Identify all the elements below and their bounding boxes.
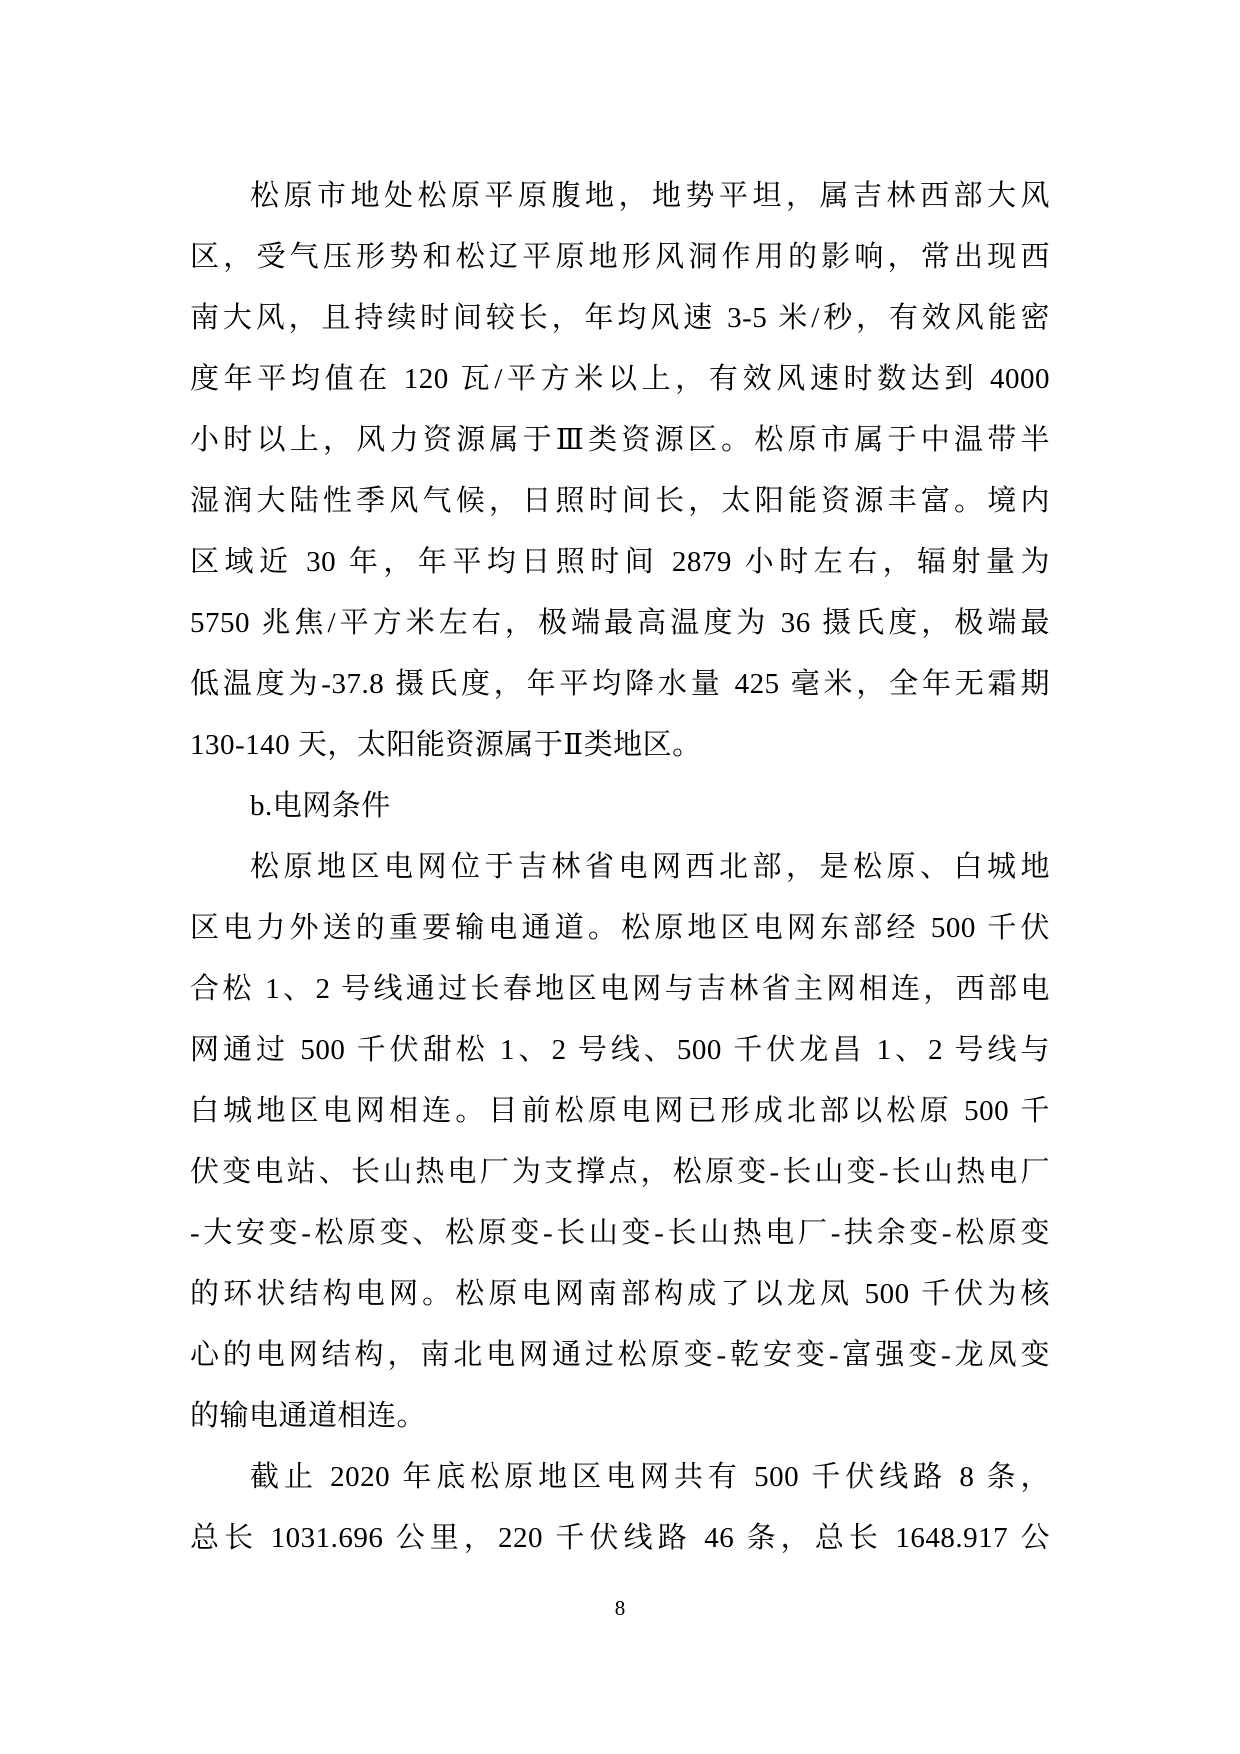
paragraph-3-line: 总长 1031.696 公里，220 千伏线路 46 条，总长 1648.917 公 xyxy=(190,1522,1050,1554)
paragraph-1-line: 松原市地处松原平原腹地，地势平坦，属吉林西部大风 xyxy=(250,180,1050,212)
paragraph-2-line: 白城地区电网相连。目前松原电网已形成北部以松原 500 千 xyxy=(190,1095,1050,1127)
paragraph-2-line: 合松 1、2 号线通过长春地区电网与吉林省主网相连，西部电 xyxy=(190,973,1050,1005)
paragraph-1-line: 度年平均值在 120 瓦/平方米以上，有效风速时数达到 4000 xyxy=(190,363,1050,395)
paragraph-1-line: 小时以上，风力资源属于Ⅲ类资源区。松原市属于中温带半 xyxy=(190,424,1050,456)
paragraph-2-line: 网通过 500 千伏甜松 1、2 号线、500 千伏龙昌 1、2 号线与 xyxy=(190,1034,1050,1066)
paragraph-2-line: -大安变-松原变、松原变-长山变-长山热电厂-扶余变-松原变 xyxy=(190,1217,1050,1249)
paragraph-1-line: 区，受气压形势和松辽平原地形风洞作用的影响，常出现西 xyxy=(190,241,1050,273)
paragraph-1-line: 湿润大陆性季风气候，日照时间长，太阳能资源丰富。境内 xyxy=(190,485,1050,517)
paragraph-2-line: 松原地区电网位于吉林省电网西北部，是松原、白城地 xyxy=(250,851,1050,883)
paragraph-2-line: 伏变电站、长山热电厂为支撑点，松原变-长山变-长山热电厂 xyxy=(190,1156,1050,1188)
paragraph-2-line: 的环状结构电网。松原电网南部构成了以龙凤 500 千伏为核 xyxy=(190,1278,1050,1310)
page-number: 8 xyxy=(614,1596,626,1620)
paragraph-1-line: 130-140 天，太阳能资源属于Ⅱ类地区。 xyxy=(190,729,702,761)
paragraph-3-line: 截止 2020 年底松原地区电网共有 500 千伏线路 8 条， xyxy=(250,1461,1050,1493)
section-heading-grid-conditions: b.电网条件 xyxy=(250,790,391,822)
paragraph-2-line: 心的电网结构，南北电网通过松原变-乾安变-富强变-龙凤变 xyxy=(190,1339,1050,1371)
paragraph-1-line: 低温度为-37.8 摄氏度，年平均降水量 425 毫米，全年无霜期 xyxy=(190,668,1050,700)
text-block xyxy=(190,166,1050,1569)
paragraph-1-line: 南大风，且持续时间较长，年均风速 3-5 米/秒，有效风能密 xyxy=(190,302,1050,334)
paragraph-2-line: 区电力外送的重要输电通道。松原地区电网东部经 500 千伏 xyxy=(190,912,1050,944)
paragraph-1-line: 5750 兆焦/平方米左右，极端最高温度为 36 摄氏度，极端最 xyxy=(190,607,1050,639)
paragraph-1-line: 区域近 30 年，年平均日照时间 2879 小时左右，辐射量为 xyxy=(190,546,1050,578)
paragraph-2-line: 的输电通道相连。 xyxy=(190,1400,427,1432)
